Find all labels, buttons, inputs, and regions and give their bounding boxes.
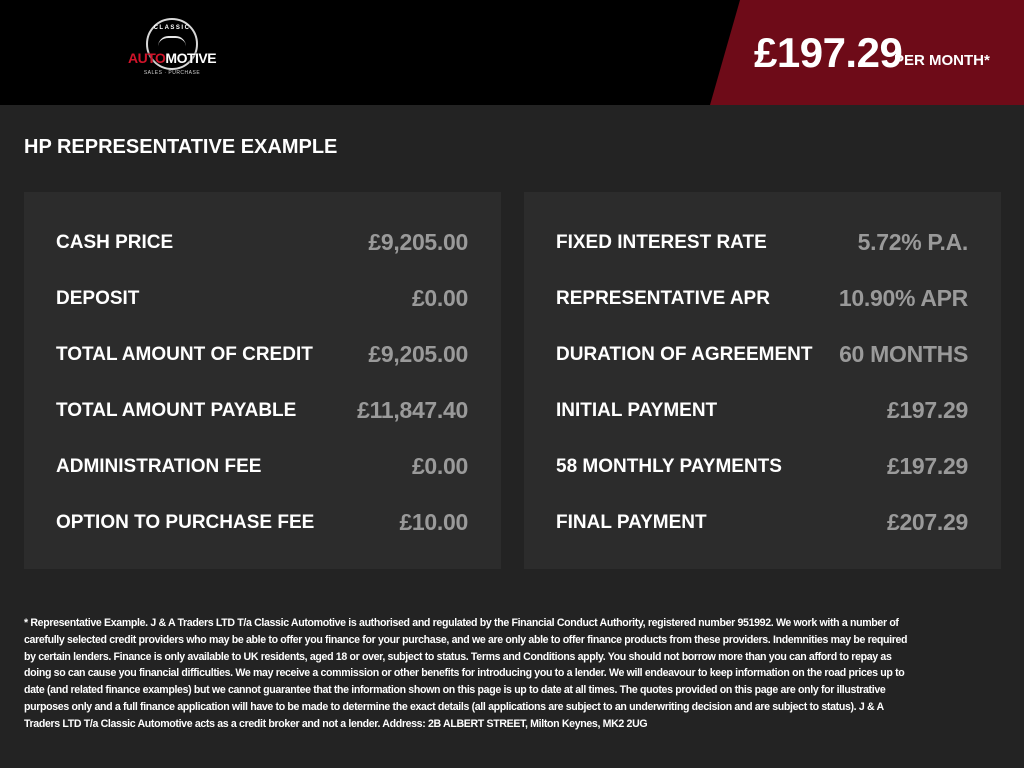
finance-row — [556, 444, 968, 500]
finance-row — [56, 276, 468, 332]
finance-row-label: CASH PRICE — [56, 232, 174, 253]
classic-automotive-logo[interactable] — [128, 18, 216, 84]
finance-row-label: FIXED INTEREST RATE — [556, 232, 767, 253]
finance-row-label: INITIAL PAYMENT — [556, 400, 718, 421]
logo-wordmark-part2: MOTIVE — [165, 50, 217, 66]
car-silhouette-icon — [158, 36, 186, 48]
finance-row-label: TOTAL AMOUNT PAYABLE — [56, 400, 297, 421]
finance-row — [556, 332, 968, 388]
finance-panel-left — [24, 192, 501, 569]
finance-row — [556, 500, 968, 556]
finance-row — [56, 388, 468, 444]
finance-row — [556, 276, 968, 332]
price-suffix: PER MONTH* — [894, 52, 990, 69]
finance-row — [56, 500, 468, 556]
finance-row-value: £9,205.00 — [368, 229, 468, 255]
finance-row-label: DEPOSIT — [56, 288, 140, 309]
finance-panel-right — [524, 192, 1001, 569]
finance-row-value: £0.00 — [411, 285, 468, 311]
finance-row — [56, 332, 468, 388]
finance-row-label: 58 MONTHLY PAYMENTS — [556, 456, 782, 477]
finance-row-value: £10.00 — [399, 509, 468, 535]
finance-row-value: £11,847.40 — [357, 397, 468, 423]
header-bar — [0, 0, 1024, 105]
page-title: HP REPRESENTATIVE EXAMPLE — [24, 136, 338, 158]
finance-row-label: DURATION OF AGREEMENT — [556, 344, 813, 365]
finance-row-value: 10.90% APR — [838, 285, 968, 311]
finance-row-value: £0.00 — [411, 453, 468, 479]
finance-row-value: £207.29 — [886, 509, 968, 535]
finance-row-value: 60 MONTHS — [839, 341, 968, 367]
finance-row-value: £9,205.00 — [368, 341, 468, 367]
finance-row-value: 5.72% P.A. — [857, 229, 968, 255]
finance-row-value: £197.29 — [886, 397, 968, 423]
finance-row-label: REPRESENTATIVE APR — [556, 288, 770, 309]
finance-row — [556, 388, 968, 444]
finance-row-label: FINAL PAYMENT — [556, 512, 707, 533]
logo-subtext: SALES · PURCHASE — [143, 70, 201, 76]
finance-row-label: ADMINISTRATION FEE — [56, 456, 262, 477]
logo-wordmark-part1: AUTO — [128, 50, 166, 66]
logo-wordmark — [128, 50, 216, 66]
finance-row-value: £197.29 — [886, 453, 968, 479]
finance-disclaimer: * Representative Example. J & A Traders LTD T/a Classic Automotive is authorised and regulated by the Financial Conduct Authority, registered number 951992. We work with a number of carefully selected credit providers who may be able to offer you finance for your purchase, and we are only able to offer finance products from these providers. Indemnities may be required by certain lenders. Finance is only available to UK residents, aged 18 or over, subject to status. Terms and Conditions apply. You should not borrow more than you can afford to repay as doing so can cause you financial difficulties. We may receive a commission or other benefits for introducing you to a lender. We will endeavour to keep information on the road prices up to date (and related finance examples) but we cannot guarantee that the information shown on this page is up to date at all times. The quotes provided on this page are only for illustrative purposes only and a full finance application will have to be made to determine the exact details (all applications are subject to an underwriting decision and are subject to status). J & A Traders LTD T/a Classic Automotive acts as a credit broker and not a lender. Address: 2B ALBERT STREET, Milton Keynes, MK2 2UG — [24, 617, 908, 730]
logo-arc-text: CLASSIC — [153, 25, 191, 31]
finance-row — [56, 220, 468, 276]
finance-row-label: OPTION TO PURCHASE FEE — [56, 512, 315, 533]
finance-row-label: TOTAL AMOUNT OF CREDIT — [56, 344, 313, 365]
finance-row — [56, 444, 468, 500]
monthly-price: £197.29 — [754, 29, 903, 76]
finance-row — [556, 220, 968, 276]
